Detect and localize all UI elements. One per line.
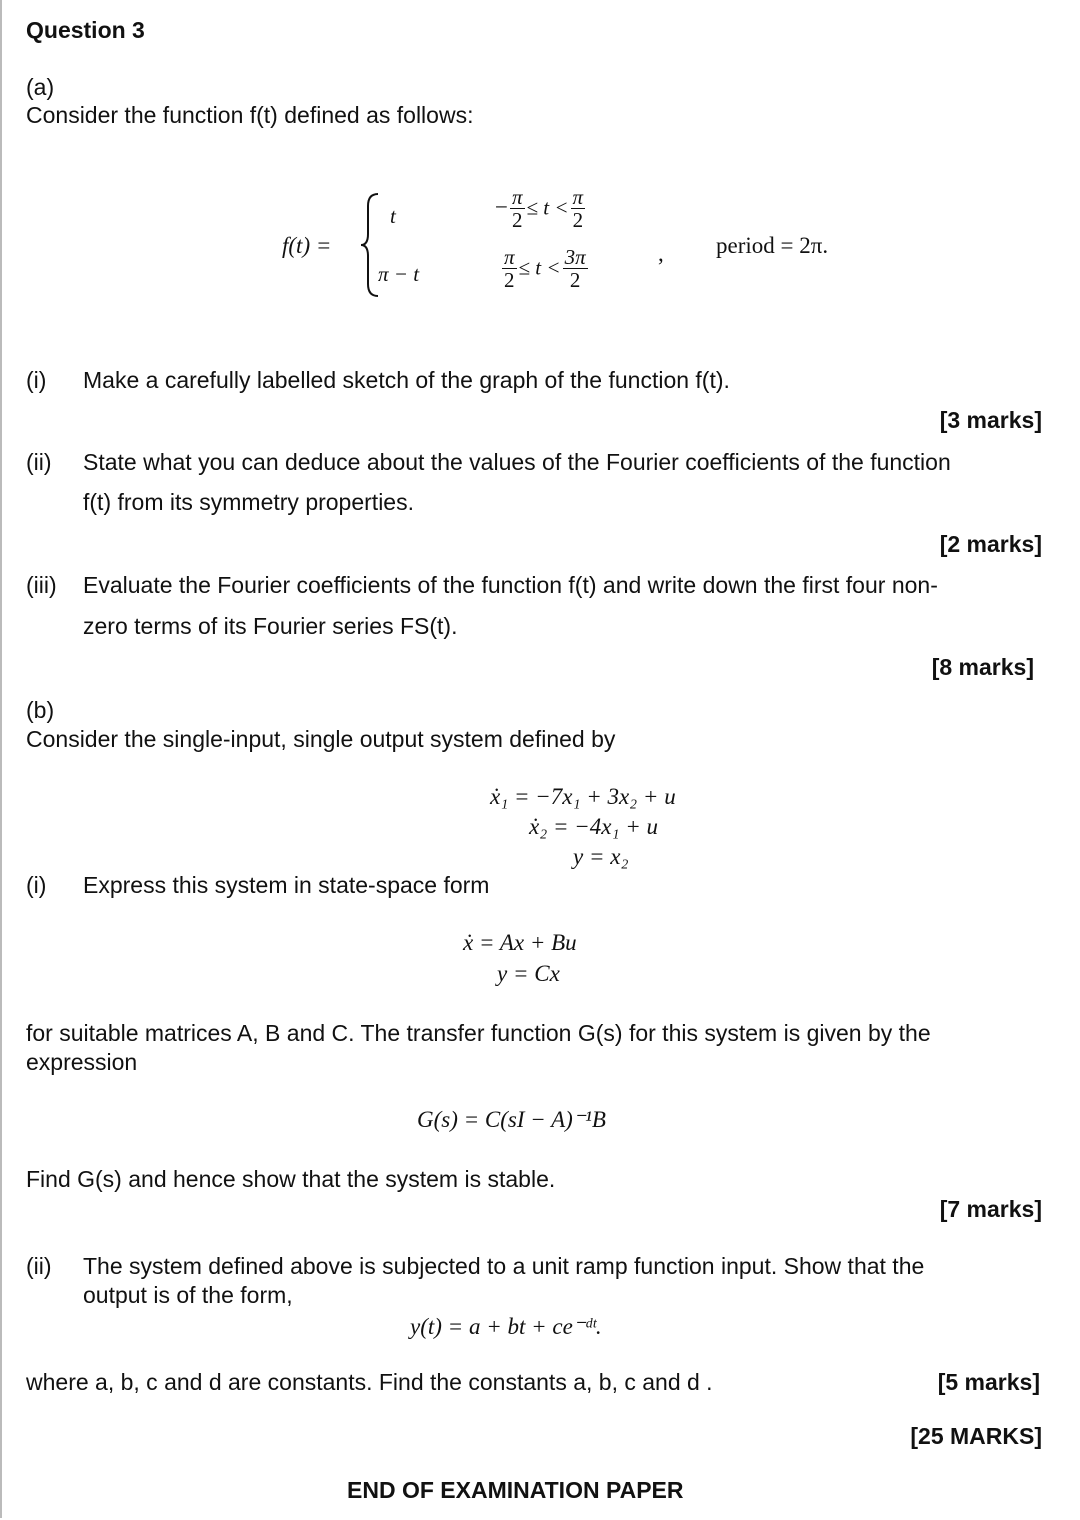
denominator: 2 (510, 208, 525, 231)
item-b-ii-text-line2: output is of the form, (83, 1282, 293, 1308)
item-a-iii-number: (iii) (26, 572, 57, 598)
item-a-ii-text-line1: State what you can deduce about the values of the Fourier coefficients of the function (83, 449, 951, 475)
system-equation-1: ẋ₁ = −7x₁ + 3x₂ + u (490, 784, 676, 809)
item-a-i-text: Make a carefully labelled sketch of the graph of the function f(t). (83, 367, 730, 393)
part-b-label: (b) (26, 697, 55, 723)
part-a-label: (a) (26, 74, 55, 100)
denominator: 2 (571, 208, 586, 231)
part-a-intro: Consider the function f(t) defined as follows: (26, 102, 474, 128)
numerator: π (511, 185, 523, 209)
system-equation-2: ẋ₂ = −4x₁ + u (529, 814, 658, 839)
system-equation-3: y = x₂ (573, 844, 629, 869)
end-of-paper: END OF EXAMINATION PAPER (347, 1477, 684, 1503)
item-a-ii-text-line2: f(t) from its symmetry properties. (83, 489, 414, 515)
item-b-i-marks: [7 marks] (939, 1196, 1042, 1222)
question-title: Question 3 (26, 17, 145, 43)
find-instruction: Find G(s) and hence show that the system is stable. (26, 1166, 556, 1192)
fraction (510, 186, 525, 231)
item-a-ii-marks: [2 marks] (939, 531, 1042, 557)
minus-sign: − (495, 194, 508, 220)
paragraph-line2: expression (26, 1049, 138, 1075)
total-marks: [25 MARKS] (910, 1423, 1042, 1449)
inequality: ≤ t < (526, 195, 569, 220)
case1-expression: t (390, 204, 396, 228)
function-period: period = 2π. (716, 233, 829, 258)
item-a-iii-text-line1: Evaluate the Fourier coefficients of the function f(t) and write down the first four non- (83, 572, 938, 598)
numerator: 3π (564, 245, 586, 269)
item-a-iii-marks: [8 marks] (931, 654, 1034, 680)
part-b-intro: Consider the single-input, single output system defined by (26, 726, 616, 752)
numerator: π (572, 185, 584, 209)
left-brace-icon (360, 192, 380, 298)
item-a-i-marks: [3 marks] (939, 407, 1042, 433)
case2-condition (500, 246, 590, 291)
state-space-equation-1: ẋ = Ax + Bu (463, 930, 577, 955)
function-lhs: f(t) = (282, 233, 332, 258)
fraction (563, 246, 588, 291)
item-a-iii-text-line2: zero terms of its Fourier series FS(t). (83, 613, 458, 639)
item-b-ii-text-line1: The system defined above is subjected to a unit ramp function input. Show that the (83, 1253, 925, 1279)
state-space-equation-2: y = Cx (497, 961, 560, 986)
constants-statement: where a, b, c and d are constants. Find the constants a, b, c and d . (26, 1369, 713, 1395)
denominator: 2 (502, 268, 517, 291)
item-a-ii-number: (ii) (26, 449, 52, 475)
fraction (571, 186, 586, 231)
output-equation: y(t) = a + bt + ce⁻ᵈᵗ. (410, 1314, 602, 1339)
fraction (502, 246, 517, 291)
item-b-i-number: (i) (26, 872, 47, 898)
item-b-ii-marks: [5 marks] (937, 1369, 1040, 1395)
item-b-i-text: Express this system in state-space form (83, 872, 490, 898)
function-comma: , (658, 241, 664, 266)
inequality: ≤ t < (518, 255, 561, 280)
item-a-i-number: (i) (26, 367, 47, 393)
paragraph-line1: for suitable matrices A, B and C. The transfer function G(s) for this system is given by the (26, 1020, 931, 1046)
case1-condition (495, 186, 587, 231)
item-b-ii-number: (ii) (26, 1253, 52, 1279)
numerator: π (504, 245, 515, 269)
denominator: 2 (563, 268, 588, 291)
case2-expression: π − t (378, 262, 420, 286)
transfer-function-equation: G(s) = C(sI − A)⁻¹B (417, 1107, 606, 1132)
